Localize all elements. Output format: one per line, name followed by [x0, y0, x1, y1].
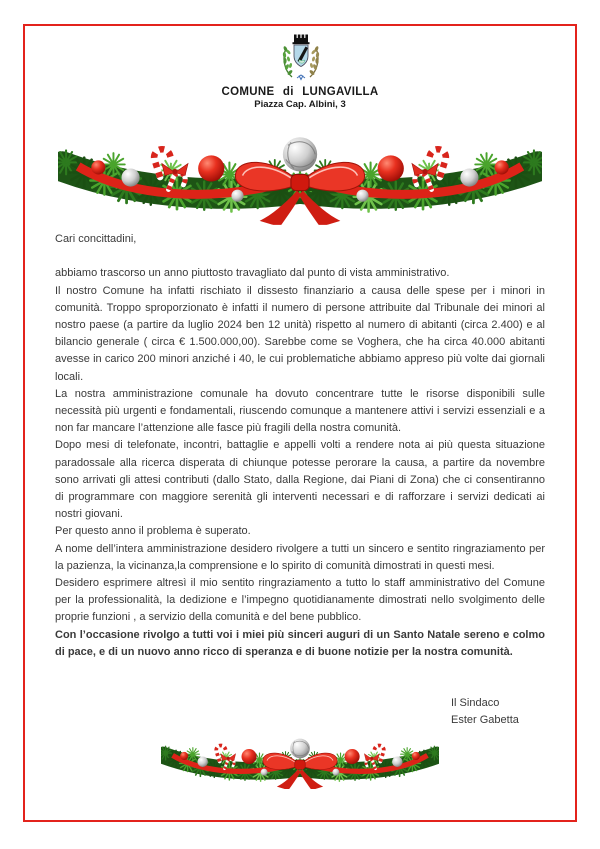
- letter-paragraph: Desidero esprimere altresì il mio sentito ringraziamento a tutto lo staff amministrativo del Comune per la professionalità, la dedizione e l’impegno quotidianamente dimostrati nello svolgimento delle proprie funzioni , a servizio della comunità e del bene pubblico.: [55, 577, 545, 624]
- coat-of-arms-icon: [277, 32, 325, 84]
- olive-branch-icon: [309, 46, 320, 77]
- letter-paragraph: Il nostro Comune ha infatti rischiato il dissesto finanziario a causa delle spese per i minori in comunità. Troppo sproporzionato è infatti il numero di persone attribuite dal Tribunale dei minori al nostro paese (a partire da luglio 2024 ben 12 unità) rispetto al numero di abitanti (circa 2.400) e al bilancio generale ( circa € 1.500.000,00). Sarebbe come se Voghera, che ha circa 40.000 abitanti avesse in carico 200 minori anziché i 40, le cui problematiche abbiamo appreso più volte dai giornali locali.: [55, 284, 545, 383]
- letter-paragraph-wishes: Con l’occasione rivolgo a tutti voi i miei più sinceri auguri di un Santo Natale sereno e colmo di pace, e di un nuovo anno ricco di speranza e di buone notizie per la nostra comunità.: [55, 628, 545, 658]
- letter-body: [55, 231, 545, 661]
- garland-bow-icon: [58, 137, 542, 225]
- laurel-branch-icon: [282, 46, 293, 77]
- signature-name: Ester Gabetta: [451, 714, 519, 727]
- garland-bow-icon: [161, 739, 439, 789]
- christmas-garland-bottom: [161, 731, 439, 789]
- ribbon-tie-icon: [297, 75, 305, 80]
- signature-role: Il Sindaco: [451, 697, 500, 709]
- salutation: Cari concittadini,: [55, 233, 137, 245]
- letter-paragraph: abbiamo trascorso un anno piuttosto travagliato dal punto di vista amministrativo.: [55, 267, 450, 280]
- org-name: COMUNE di LUNGAVILLA: [221, 86, 379, 98]
- crown-icon: [293, 35, 310, 45]
- christmas-garland-top: [58, 124, 542, 225]
- letter-paragraph: Per questo anno il problema è superato.: [55, 525, 251, 538]
- signature-block: [451, 695, 519, 729]
- letter-paragraph: La nostra amministrazione comunale ha dovuto concentrare tutte le risorse disponibili sulle necessità più urgenti e fondamentali, riuscendo comunque a mantenere attivi i servizi essenziali e a non far mancare l’attenzione alle fasce più fragili della nostra comunità.: [55, 387, 545, 435]
- org-address: Piazza Cap. Albini, 3: [254, 99, 346, 110]
- letter-paragraph: A nome dell’intera amministrazione desidero rivolgere a tutti un sincero e sentito ringraziamento per la pazienza, la vicinanza,la comprensione e lo spirito di comunità dimostrati in questi mesi.: [55, 542, 545, 572]
- letter-paragraph: Dopo mesi di telefonate, incontri, battaglie e appelli volti a rendere nota ai più questa situazione paradossale alla ricerca disperata di chiunque potesse perorare la causa, a partire da novembre sono arrivati gli attesi contributi (dallo Stato, dalla Regione, dai Piani di Zona) che ci consentiranno di programmare con maggiore serenità gli interventi necessari e di rafforzare i servizi dedicati ai nostri giovani.: [55, 439, 545, 521]
